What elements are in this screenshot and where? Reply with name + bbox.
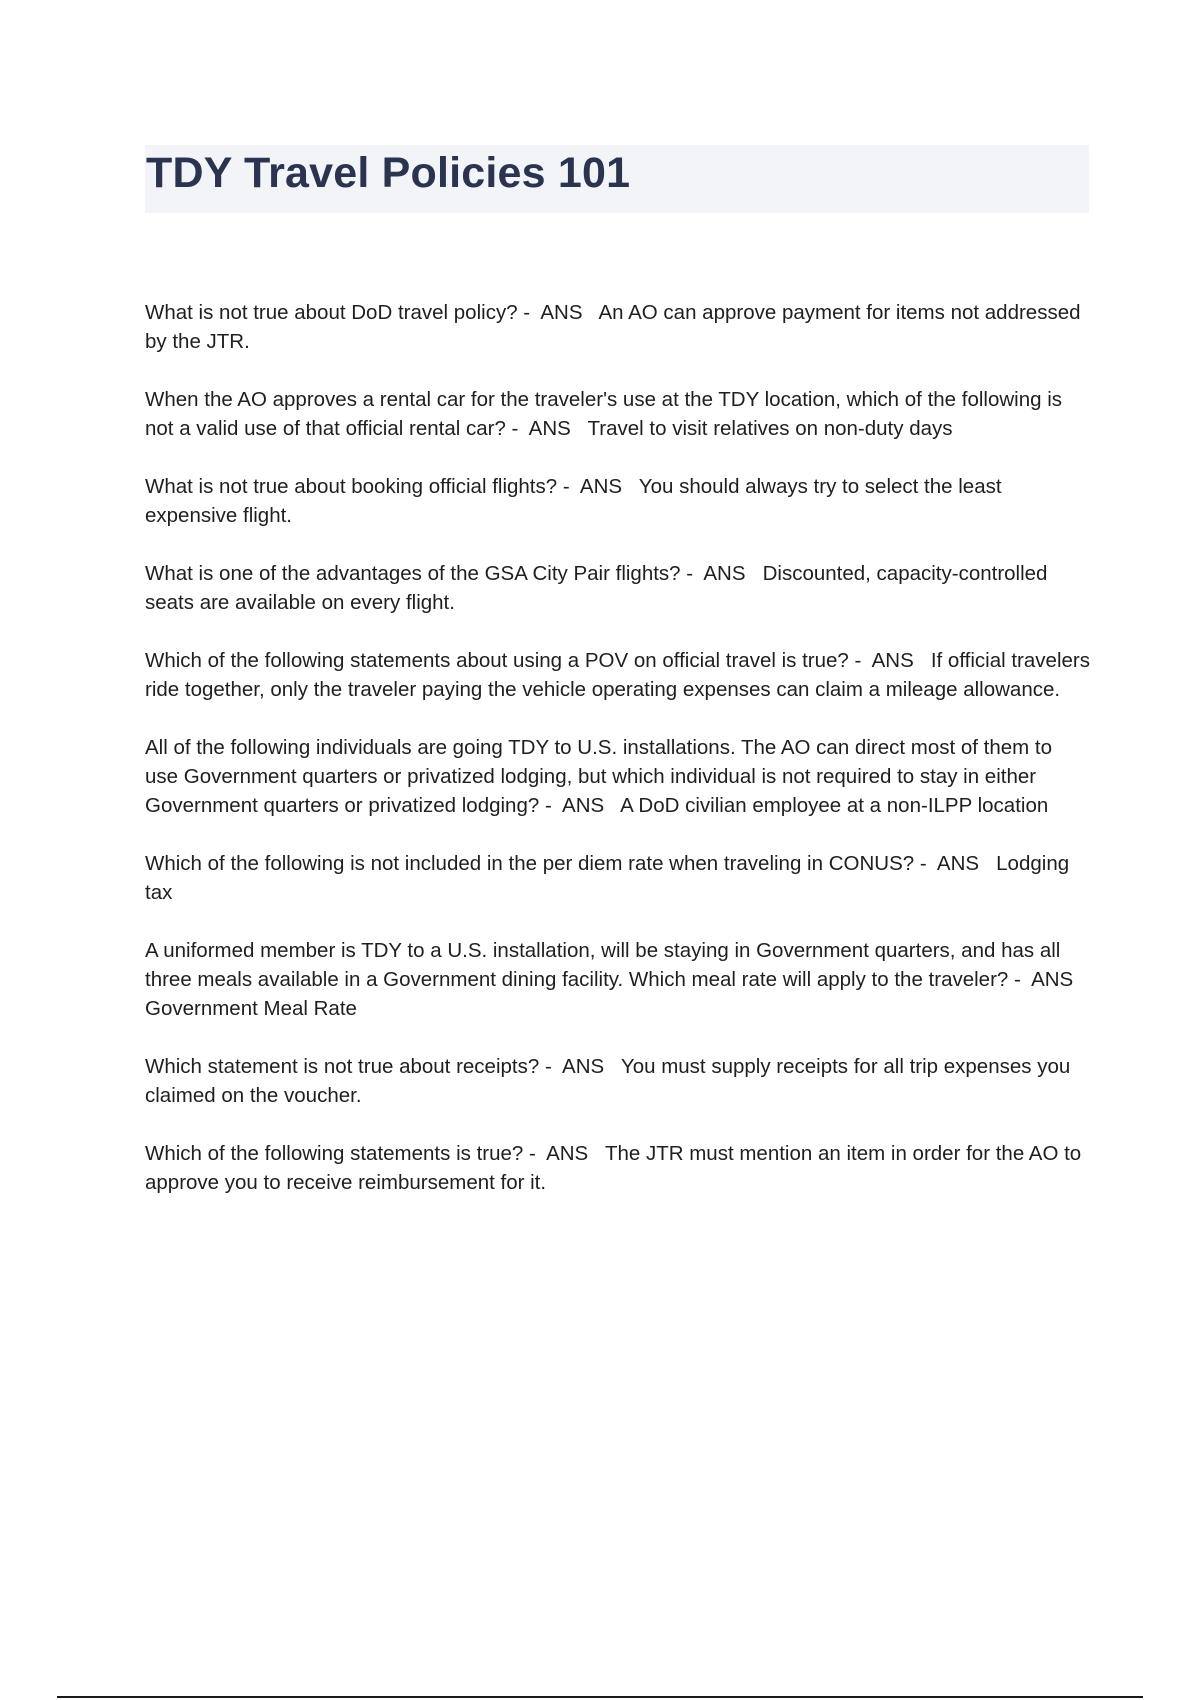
qa-item-4: What is one of the advantages of the GSA City Pair flights? - ANS Discounted, capacity-controlled seats are available on every flight. [145, 562, 1054, 614]
qa-item-1: What is not true about DoD travel policy? - ANS An AO can approve payment for items not addressed by the JTR. [145, 301, 1087, 353]
qa-item-3: What is not true about booking official flights? - ANS You should always try to select the least expensive flight. [145, 475, 1008, 527]
page-title: TDY Travel Policies 101 [146, 149, 631, 197]
footer-divider [57, 1696, 1143, 1698]
qa-item-5: Which of the following statements about using a POV on official travel is true? - ANS If official travelers ride together, only the traveler paying the vehicle operating expenses can claim a mileage allowance. [145, 649, 1096, 701]
qa-item-8: A uniformed member is TDY to a U.S. installation, will be staying in Government quarters, and has all three meals available in a Government dining facility. Which meal rate will apply to the traveler? - ANS Government Meal Rate [145, 939, 1091, 1020]
qa-item-7: Which of the following is not included in the per diem rate when traveling in CONUS? - ANS Lodging tax [145, 852, 1075, 904]
qa-list [145, 298, 1096, 1226]
qa-item-10: Which of the following statements is true? - ANS The JTR must mention an item in order for the AO to approve you to receive reimbursement for it. [145, 1142, 1087, 1194]
qa-item-2: When the AO approves a rental car for the traveler's use at the TDY location, which of the following is not a valid use of that official rental car? - ANS Travel to visit relatives on non-duty days [145, 388, 1068, 440]
qa-item-6: All of the following individuals are going TDY to U.S. installations. The AO can direct most of them to use Government quarters or privatized lodging, but which individual is not required to stay in either Government quarters or privatized lodging? - ANS A DoD civilian employee at a non-ILPP location [145, 736, 1058, 817]
qa-item-9: Which statement is not true about receipts? - ANS You must supply receipts for all trip expenses you claimed on the voucher. [145, 1055, 1076, 1107]
